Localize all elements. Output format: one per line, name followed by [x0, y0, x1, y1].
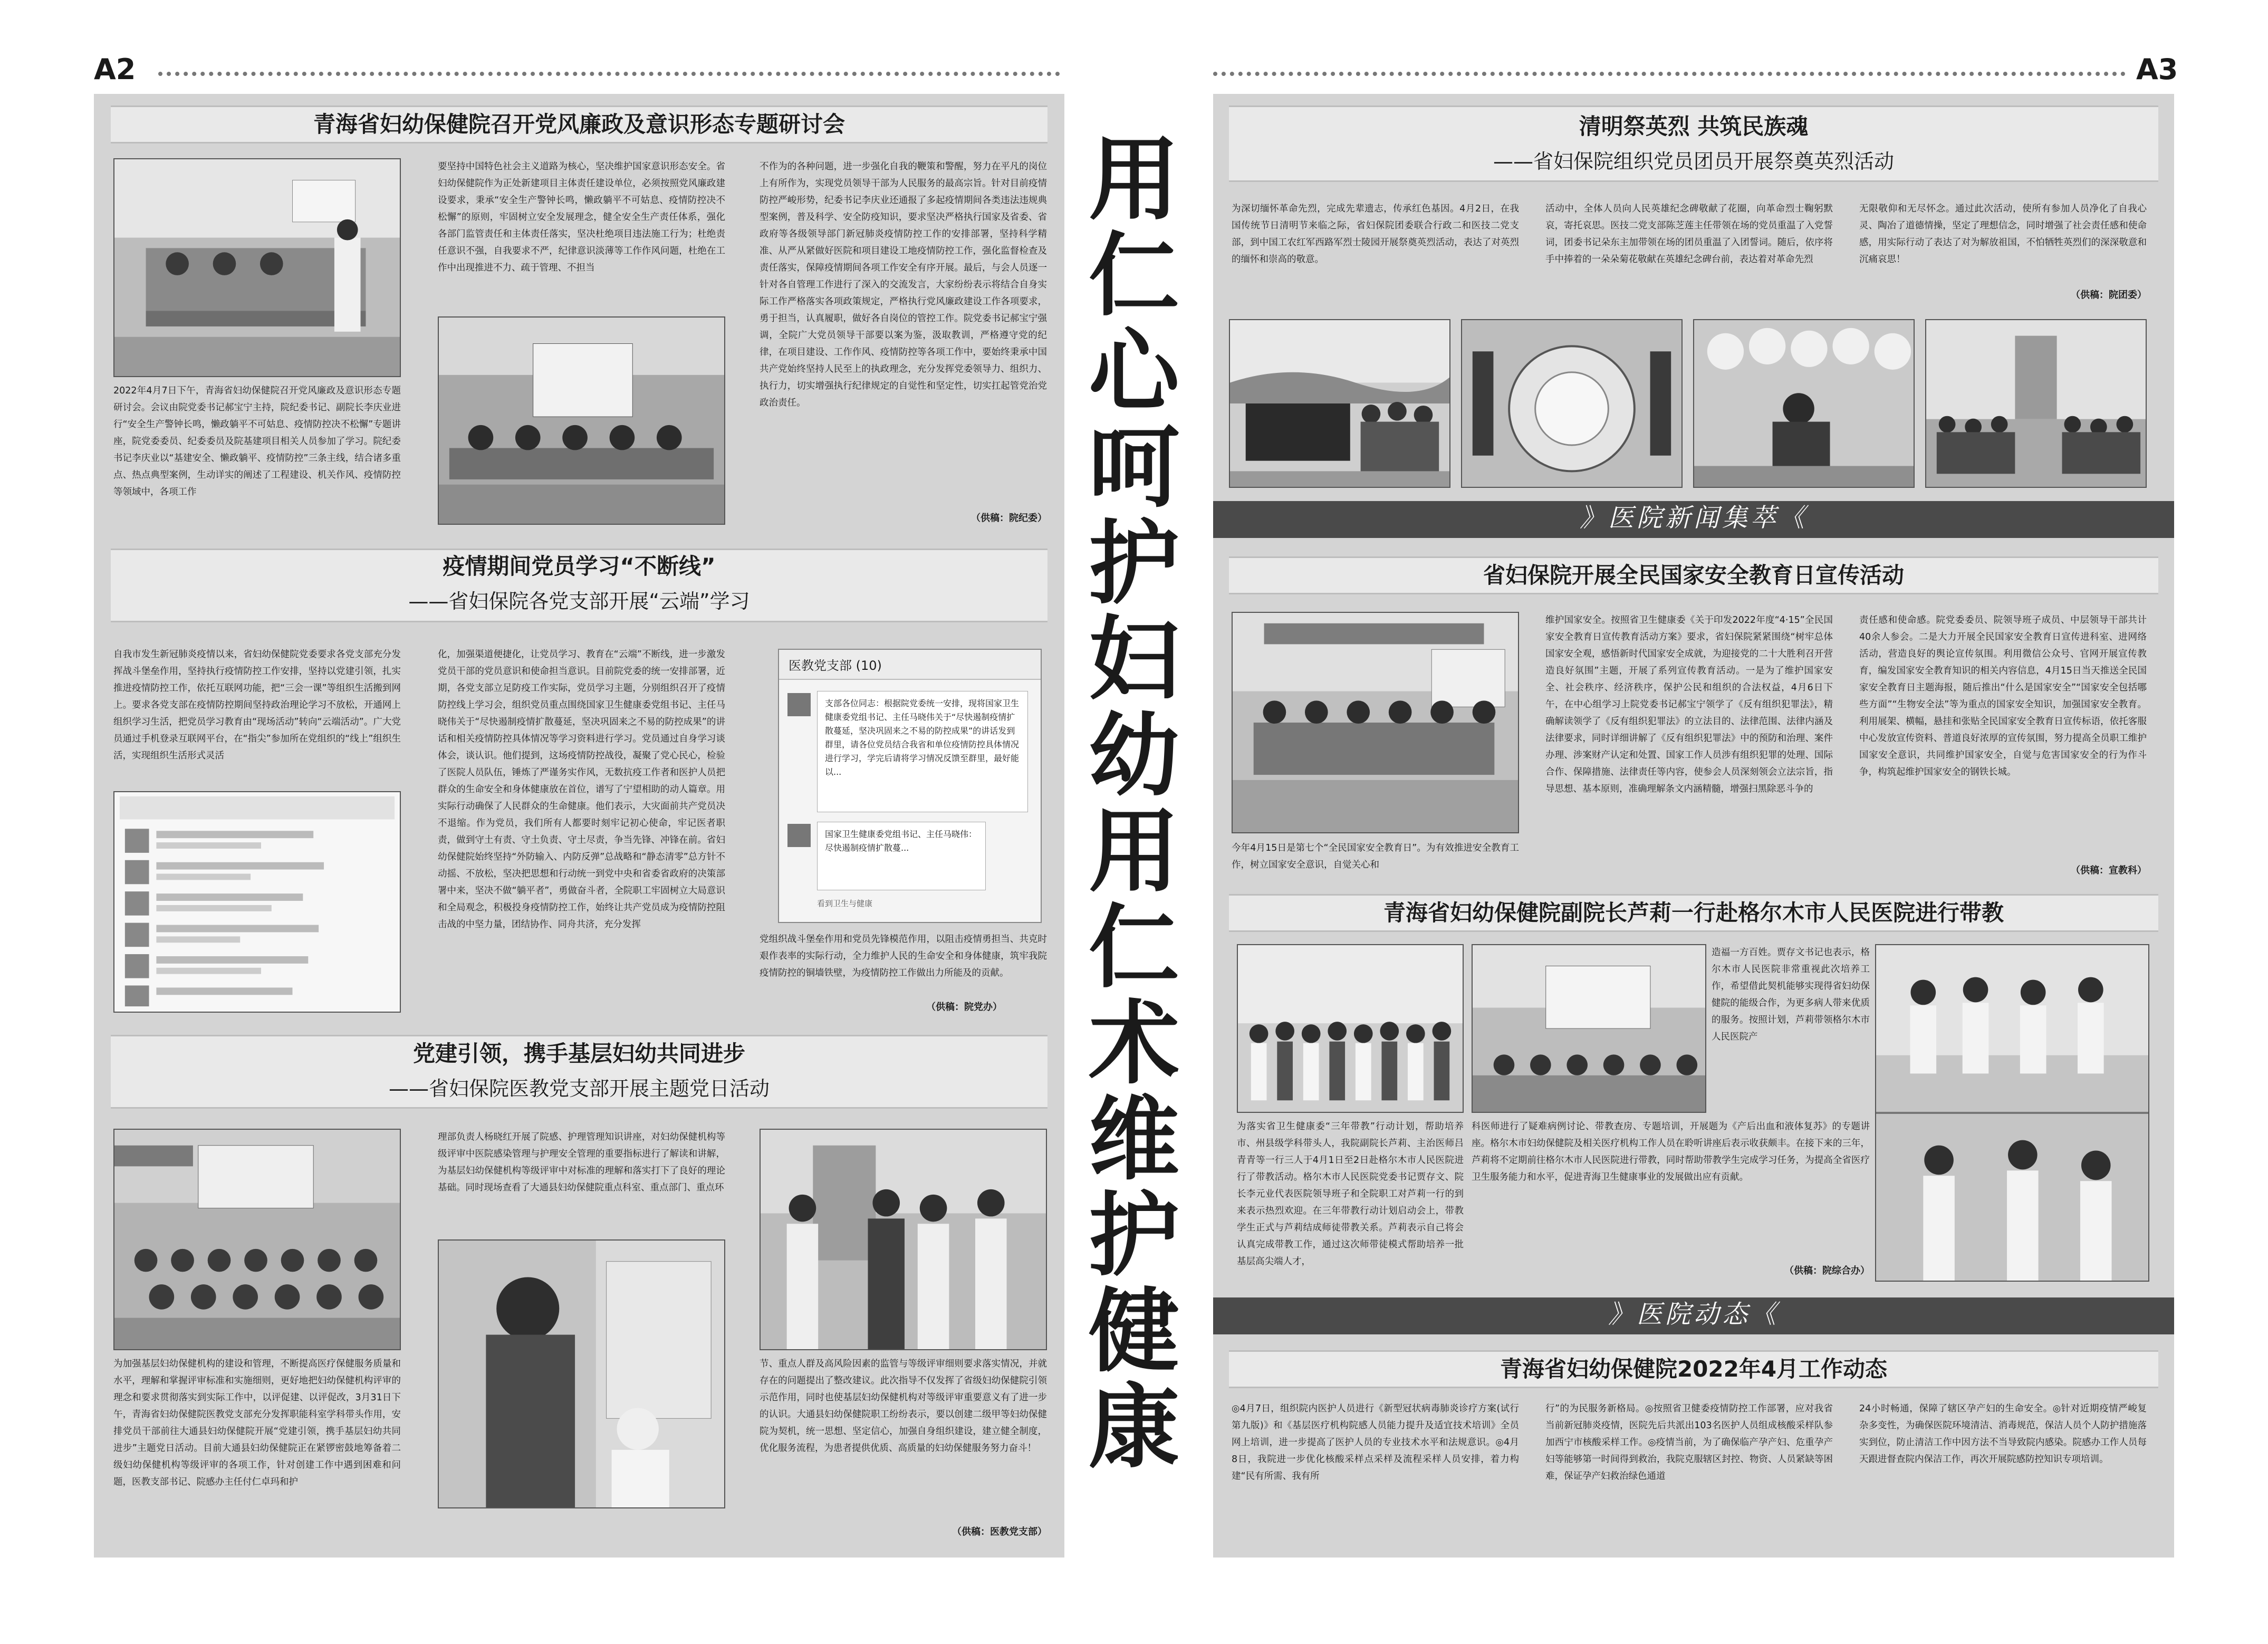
article7-col2: 行”的为民服务新格局。◎按照省卫健委疫情防控工作部署，应对我省当前新冠肺炎疫情，医院先后共派出103名医护人员组成核酸采样队参加西宁市核酸采样工作。◎疫情当前，为了确保临产孕产妇、危重孕产妇等能够第一时间得到救治，我院克服辖区封控、物资、人员紧缺等困难，保证孕产妇救治绿色通道	[1545, 1403, 1833, 1482]
article3-source: （供稿：医教党支部）	[952, 1526, 1047, 1537]
article7-col3: 24小时畅通，保障了辖区孕产妇的生命安全。◎针对近期疫情严峻复杂多变性，为确保医院环境清洁、消毒规范，保洁人员个人防护措施落实到位，防止清洁工作中因方法不当导致院内感染。院感办工作人员每天跟进督查院内保洁工作，再次开展院感防控知识专项培训。	[1859, 1403, 2147, 1465]
meeting-photo	[113, 158, 401, 377]
article2-title: 疫情期间党员学习“不断线”	[443, 553, 716, 579]
article7-col1: ◎4月7日，组织院内医护人员进行《新型冠状病毒肺炎诊疗方案(试行第九版)》和《基层医疗机构院感人员能力提升及适宜技术培训》全员网上培训，进一步提高了医护人员的专业技术水平和法规意识。◎4月8日，我院进一步优化核酸采样点采样及流程采样人员安排，着力构建“民有所需、我有所	[1232, 1403, 1519, 1482]
avatar	[787, 693, 811, 716]
chat-share-footer: 看到卫生与健康	[817, 899, 873, 908]
article4-source: （供稿：院团委）	[2071, 290, 2147, 301]
article5-source: （供稿：宣教科）	[2071, 865, 2147, 876]
slogan-text: 用仁心呵护妇幼 用仁术维护健康	[1089, 127, 1179, 1480]
section-banner-news: 》医院新闻集萃《	[1213, 501, 2174, 538]
lecture-hall-photo	[1472, 944, 1706, 1113]
ward-rounds-photo	[1875, 944, 2149, 1282]
article2-col3: 党组织战斗堡垒作用和党员先锋模范作用，以阻击疫情勇担当、共克时艰作表率的实际行动，全力维护人民的生命安全和身体健康，筑牢我院疫情防控的铜墙铁壁，为疫情防控工作做出力所能及的贡献。	[760, 934, 1047, 978]
chat-group-title: 医教党支部 (10)	[779, 650, 1041, 680]
memorial-photo-2	[1461, 319, 1683, 488]
article1-title: 青海省妇幼保健院召开党风廉政及意识形态专题研讨会	[111, 105, 1047, 143]
article6-col2: 科医师进行了疑难病例讨论、带教查房、专题培训，开展题为《产后出血和液体复苏》的专题讲座。格尔木市妇幼保健院及相关医疗机构工作人员在聆听讲座后表示收获颇丰。在接下来的三年，芦莉将不定期前往格尔木市人民医院进行带教，同时帮助带教学生完成学习任务，为提高全省医疗卫生服务能力和水平，促进青海卫生健康事业的发展做出应有贡献。	[1472, 1121, 1870, 1182]
article2-subtitle: ——省妇保院各党支部开展“云端”学习	[408, 590, 750, 613]
article4-subtitle: ——省妇保院组织党员团员开展祭奠英烈活动	[1493, 150, 1894, 173]
chat-message-2: 国家卫生健康委党组书记、主任马晓伟：尽快遏制疫情扩散蔓...	[817, 822, 986, 890]
security-meeting-photo	[1232, 612, 1519, 833]
chat-screenshot-left	[113, 791, 401, 1013]
article5-col2: 维护国家安全。按照省卫生健康委《关于印发2022年度“4·15”全民国家安全教育日宣传教育活动方案》要求，省妇保院紧紧围绕“树牢总体国家安全观，感悟新时代国家安全成就，为迎接党的二十大胜利召开营造良好氛围”主题，开展了系列宣传教育活动。一是为了维护国家安全、社会秩序、经济秩序，保护公民和组织的合法权益，4月6日下午，在中心组学习上院党委书记郝宝宁领学了《反有组织犯罪法》，精确解读领学了《反有组织犯罪法》的立法目的、法律范围、法律内涵及法律要求，同时详细讲解了《反有组织犯罪法》中的预防和治理、案件办理、涉案财产认定和处置、国家工作人员涉有组织犯罪的处理、国际合作、保障措施、法律责任等内容，使参会人员深刻领会立法宗旨，指导思想、基本原则，准确理解条文内涵精髓，增强扫黑除恶斗争的	[1545, 615, 1833, 794]
header-rule-left	[158, 72, 1060, 76]
article4-col1: 为深切缅怀革命先烈，完成先辈遗志，传承红色基因。4月2日，在我国传统节日清明节来临之际，省妇保院团委联合行政二和医技二党支部，到中国工农红军西路军烈士陵园开展祭奠英烈活动，表达了对英烈的缅怀和崇高的敬意。	[1232, 204, 1519, 265]
article4-col2: 活动中，全体人员向人民英雄纪念碑敬献了花圈，向革命烈士鞠躬默哀，寄托哀思。医技二党支部陈芝莲主任带领在场的党员重温了入党誓词，团委书记朵东主加带领在场的团员重温了入团誓词。随后，依序将手中捧着的一朵朵菊花敬献在英雄纪念碑台前，表达着对革命先烈	[1545, 204, 1833, 265]
ward-visit-photo	[760, 1129, 1047, 1350]
article6-source: （供稿：院综合办）	[1784, 1265, 1870, 1276]
meeting-room-photo	[438, 316, 725, 525]
article1-col1: 2022年4月7日下午，青海省妇幼保健院召开党风廉政及意识形态专题研讨会。会议由院党委书记郝宝宁主持，院纪委书记、副院长李庆业进行“安全生产警钟长鸣，懒政躺平不可姑息、疫情防控决不松懈”专题讲座，院党委委员、纪委委员及院基建项目相关人员参加了学习。院纪委书记李庆业以“基建安全、懒政躺平、疫情防控”三条主线，结合诸多重点、热点典型案例，生动详实的阐述了工程建设、机关作风、疫情防控等领域中，各项工作	[113, 386, 401, 497]
article3-col1: 为加强基层妇幼保健机构的建设和管理，不断提高医疗保健服务质量和水平，理解和掌握评审标准和实施细则，更好地把妇幼保健机构评审的理念和要求贯彻落实到实际工作中，以评促建、以评促改，3月31日下午，青海省妇幼保健院医教党支部充分发挥职能科室学科带头作用，安排党员干部前往大通县妇幼保健院开展“党建引领，携手基层妇幼共同进步”主题党日活动。目前大通县妇幼保健院正在紧锣密鼓地筹备着二级妇幼保健机构等级评审的各项工作，针对创建工作中遇到困难和问题，医教支部书记、院感办主任付仁卓玛和护	[113, 1359, 401, 1487]
article3-col3: 节、重点人群及高风险因素的监管与等级评审细则要求落实情况，并就存在的问题提出了整改建议。此次指导不仅发挥了省级妇幼保健院引领示范作用，同时也使基层妇幼保健机构对等级评审重要意义有了进一步的认识。大通县妇幼保健院职工纷纷表示，要以创建二级甲等妇幼保健院为契机，统一思想、坚定信心，加强自身组织建设，建立健全制度，优化服务流程，为患者提供优质、高质量的妇幼保健服务努力奋斗！	[760, 1359, 1047, 1454]
article6-title: 青海省妇幼保健院副院长芦莉一行赴格尔木市人民医院进行带教	[1229, 894, 2158, 932]
page-number-left: A2	[94, 53, 136, 86]
chat-screenshot-right	[778, 649, 1042, 923]
avatar	[787, 824, 811, 847]
article5-title: 省妇保院开展全民国家安全教育日宣传活动	[1229, 556, 2158, 594]
chat-message-1: 支部各位同志：根据院党委统一安排，现将国家卫生健康委党组书记、主任马晓伟关于“尽快遏制疫情扩散蔓延，坚决巩固来之不易的防控成果”的讲话发到群里，请各位党员结合我省和单位疫情防控具体情况进行学习，学完后请将学习情况反馈至群里，最好能以...	[817, 691, 1028, 812]
lecture-photo	[113, 1129, 401, 1350]
article5-col3: 责任感和使命感。院党委委员、院领导班子成员、中层领导干部共计40余人参会。二是大力开展全民国家安全教育日宣传进科室、进网络活动，营造良好的舆论宣传氛围。利用微信公众号、官网开展宣传教育，编发国家安全教育知识的相关内容信息，4月15日当天推送全民国家安全教育日主题海报，随后推出“什么是国家安全”“国家安全包括哪些方面”“生物安全法”等为重点的国家安全知识，加强国家安全教育。利用展架、横幅，悬挂和张贴全民国家安全教育日宣传标语，依托客服中心发放宣传资料、普道良好浓厚的宣传氛围，努力提高全员职工维护国家安全意识，共同维护国家安全，自觉与危害国家安全的行为作斗争，构筑起维护国家安全的钢铁长城。	[1859, 615, 2147, 777]
article1-col2: 要坚持中国特色社会主义道路为核心，坚决维护国家意识形态安全。省妇幼保健院作为正处新建项目主体责任建设单位，必须按照党风廉政建设要求，秉承“安全生产警钟长鸣，懒政躺平不可姑息、疫情防控决不松懈”的原则，牢固树立安全发展理念，健全安全生产责任体系，强化各部门监管责任和主体责任落实，坚决杜绝项目违法施工行为；杜绝责任意识不强，自我要求不严，纪律意识淡薄等工作作风问题，杜绝在工作中出现推进不力、疏于管理、不担当	[438, 161, 725, 273]
article2-source: （供稿：院党办）	[926, 1002, 1002, 1013]
hospital-group-photo	[1237, 944, 1464, 1113]
article1-source: （供稿：院纪委）	[971, 513, 1047, 524]
article2-col2: 化，加强渠道便捷化，让党员学习、教育在“云端”不断线，进一步激发党员干部的党员意识和使命担当意识。目前院党委的统一安排部署，近期，各党支部立足防疫工作实际，党员学习主题，分别组织召开了疫情防控线上学习会，组织党员重点围绕国家卫生健康委党组书记、主任马晓伟关于“尽快遏制疫情扩散蔓延，坚决巩固来之不易的防控成果”的讲话和相关疫情防控具体情况等学习资料进行学习。党员通过自身学习谈体会，谈认识。他们提到，这场疫情防控战役，凝聚了党心民心，检验了医院人员队伍，锤炼了严谨务实作风，无数抗疫工作者和医护人员把群众的生命安全和身体健康放在首位，谱写了宁望相助的动人篇章。用实际行动确保了人民群众的生命健康。他们表示，大灾面前共产党员决不退缩。作为党员，我们所有人都要时刻牢记初心使命，牢记医者职责，做到守土有责、守土负责、守土尽责，争当先锋、冲锋在前。省妇幼保健院始终坚持“外防输入、内防反弹”总战略和“静态清零”总方针不动摇、不放松，坚决把思想和行动统一到党中央和省委省政府的决策部署中来，坚决不做“躺平者”，勇做奋斗者，全院职工牢固树立大局意识和全局观念，积极投身疫情防控工作，始终让共产党员成为疫情防控阻击战的中坚力量，团结协作、同舟共济，充分发挥	[438, 649, 725, 930]
article3-col2: 理部负责人杨晓红开展了院感、护理管理知识讲座，对妇幼保健机构等级评审中医院感染管理与护理安全管理的重要指标进行了解读和讲解，为基层妇幼保健机构等级评审中对标准的理解和落实打下了良好的理论基础。同时现场查看了大通县妇幼保健院重点科室、重点部门、重点环	[438, 1132, 725, 1193]
article6-col2-short: 造福一方百姓。贾存文书记也表示，格尔木市人民医院非常重视此次培养工作，希望借此契机能够实现得省妇幼保健院的能级合作，为更多病人带来优质的服务。按照计划，芦莉带领格尔木市人民医院产	[1712, 947, 1870, 1042]
article3-subtitle: ——省妇保院医教党支部开展主题党日活动	[388, 1077, 770, 1100]
memorial-photo-1	[1229, 319, 1450, 488]
article4-title: 清明祭英烈 共筑民族魂	[1579, 113, 1809, 139]
vertical-slogan	[1076, 127, 1192, 1480]
memorial-photo-4	[1925, 319, 2147, 488]
article4-col3: 无限敬仰和无尽怀念。通过此次活动，使所有参加人员净化了自我心灵、陶冶了道德情操，坚定了理想信念，同时增强了社会责任感和使命感，用实际行动了表达了对为解放祖国，不怕牺牲英烈们的深深敬意和沉痛哀思！	[1859, 204, 2147, 265]
article7-title: 青海省妇幼保健院2022年4月工作动态	[1229, 1350, 2158, 1388]
article1-col3: 不作为的各种问题，进一步强化自我的鞭策和警醒，努力在平凡的岗位上有所作为，实现党员领导干部为人民服务的最高宗旨。针对目前疫情防控严峻形势，纪委书记李庆业还通报了多起疫情期间各类违法违规典型案例，普及科学、安全防疫知识，要求坚决严格执行国家及省委、省政府等各级领导部门新冠肺炎疫情防控工作的安排部署，坚持科学精准、从严从紧做好医院和项目建设工地疫情防控工作，强化监督检查及责任落实，保障疫情期间各项工作安全有序开展。最后，与会人员逐一针对各自管理工作进行了深入的交流发言，大家纷纷表示将结合自身实际工作严格落实各项政策规定，严格执行党风廉政建设工作各项要求，勇于担当，认真履职，做好各自岗位的管控工作。院党委书记郝宝宁强调，全院广大党员领导干部要以案为鉴，汲取教训，严格遵守党的纪律，在项目建设、工作作风、疫情防控等各项工作中，要始终秉承中国共产党始终坚持人民至上的执政理念，充分发挥党委领导力、组织力、执行力，切实增强执行纪律规定的自觉性和坚定性，切实扛起管党治党政治责任。	[760, 161, 1047, 408]
section-banner-updates: 》医院动态《	[1213, 1297, 2174, 1334]
article2-col1: 自我市发生新冠肺炎疫情以来，省妇幼保健院党委要求各党支部充分发挥战斗堡垒作用，坚持执行疫情防控工作安排，坚持以党建引领，扎实推进疫情防控工作，依托互联网功能，把“三会一课”等组织生活搬到网上。要求各党支部在疫情防控期间坚持政治理论学习不放松，开通网上组织学习生活，把党员学习教育由“现场活动”转向“云端活动”。广大党员通过手机登录互联网平台，在“指尖”参加所在党组织的“线上”组织生活，实现组织生活形式灵活	[113, 649, 401, 761]
page-number-right: A3	[2136, 53, 2178, 86]
article5-col1: 今年4月15日是第七个“全民国家安全教育日”。为有效推进安全教育工作，树立国家安全意识，自觉关心和	[1232, 843, 1519, 870]
memorial-photo-3	[1693, 319, 1915, 488]
inspection-photo	[438, 1239, 725, 1508]
header-rule-right	[1213, 72, 2126, 76]
article6-col1: 为落实省卫生健康委“三年带教”行动计划，帮助培养市、州县级学科带头人，我院副院长芦莉、主治医师吕青青等一行三人于4月1日至2日赴格尔木市人民医院进行了带教活动。格尔木市人民医院党委书记贾存文、院长李元业代表医院领导班子和全院职工对芦莉一行的到来表示热烈欢迎。在三年带教行动计划启动会上，带教学生正式与芦莉结成师徒带教关系。芦莉表示自己将会认真完成带教工作，通过这次师带徒模式帮助培养一批基层高尖端人才，	[1237, 1121, 1464, 1267]
article3-title: 党建引领，携手基层妇幼共同进步	[412, 1041, 745, 1066]
